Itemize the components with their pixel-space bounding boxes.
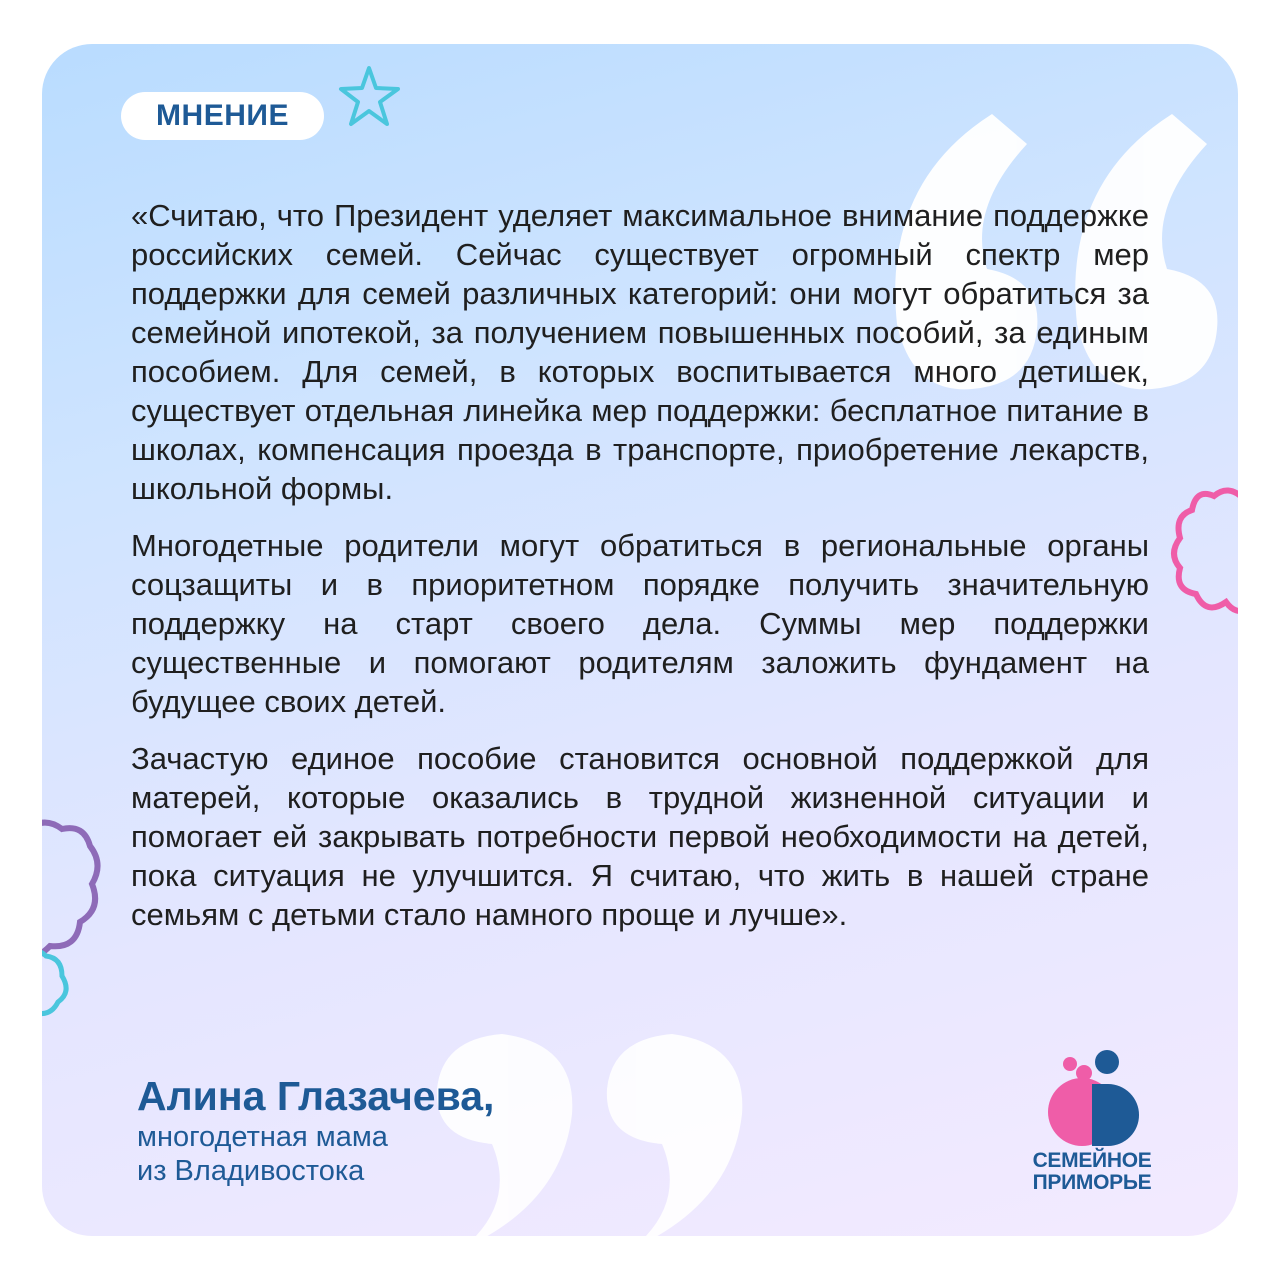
logo-line-2: ПРИМОРЬЕ bbox=[1032, 1171, 1152, 1194]
card bbox=[42, 44, 1238, 1236]
cloud-icon bbox=[1168, 484, 1238, 634]
quote-text bbox=[131, 196, 1149, 952]
category-label: МНЕНИЕ bbox=[156, 99, 289, 132]
logo-line-1: СЕМЕЙНОЕ bbox=[1032, 1149, 1152, 1172]
cloud-icon bbox=[42, 944, 72, 1024]
author-role: многодетная мама bbox=[137, 1121, 388, 1153]
quote-paragraph: Зачастую единое пособие становится основной поддержкой для матерей, которые оказались в трудной жизненной ситуации и помогает ей закрывать потребности первой необходимости на детей, пока ситуация не улучшится. Я считаю, что жить в нашей стране семьям с детьми стало намного проще и лучше». bbox=[131, 741, 1149, 932]
family-logo bbox=[1022, 1046, 1162, 1196]
logo-text bbox=[1022, 1150, 1162, 1194]
family-logo-icon bbox=[1022, 1046, 1162, 1150]
author-name: Алина Глазачева, bbox=[137, 1073, 495, 1119]
star-icon bbox=[336, 62, 406, 132]
author-location: из Владивостока bbox=[137, 1155, 365, 1187]
category-badge bbox=[121, 92, 324, 140]
author-block bbox=[137, 1072, 494, 1188]
quote-paragraph: «Считаю, что Президент уделяет максимальное внимание поддержке российских семей. Сейчас существует огромный спектр мер поддержки для семей различных категорий: они могут обратиться за семейной ипотекой, за получением повышенных пособий, за единым пособием. Для семей, в которых воспитывается много детишек, существует отдельная линейка мер поддержки: бесплатное питание в школах, компенсация проезда в транспорте, приобретение лекарств, школьной формы. bbox=[131, 198, 1149, 506]
quote-paragraph: Многодетные родители могут обратиться в региональные органы соцзащиты и в приоритетном порядке получить значительную поддержку на старт своего дела. Суммы мер поддержки существенные и помогают родителям заложить фундамент на будущее своих детей. bbox=[131, 528, 1149, 719]
